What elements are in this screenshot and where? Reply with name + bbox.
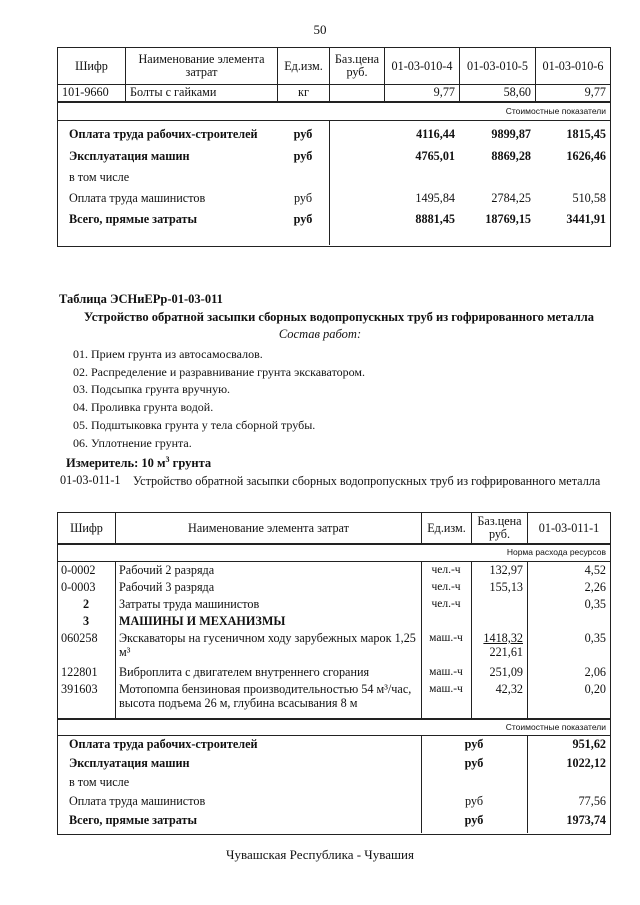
summary-unit: руб: [293, 191, 313, 205]
cell-value: [527, 614, 610, 631]
code-title: Устройство обратной засыпки сборных водопропускных труб из гофрированного металла: [133, 474, 601, 488]
summary-value: [527, 775, 610, 794]
table-id: Таблица ЭСНиЕРр-01-03-011: [59, 292, 223, 306]
summary-row: [57, 188, 610, 209]
summary-label: Всего, прямые затраты: [69, 813, 198, 827]
cell-unit: маш.-ч: [429, 666, 463, 678]
th-unit: Ед.изм.: [422, 513, 472, 544]
summary-label: Оплата труда рабочих-строителей: [69, 127, 258, 141]
page-number: 50: [313, 22, 327, 37]
summary-value: 1973,74: [566, 813, 606, 827]
th-col3: 01-03-010-6: [536, 48, 611, 85]
cell-value: 4,52: [584, 563, 606, 577]
cell-price: [471, 614, 527, 631]
cell-code: 101-9660: [58, 85, 126, 102]
summary-row: [57, 124, 610, 146]
th-code: Шифр: [58, 48, 126, 85]
th-unit: Ед.изм.: [278, 48, 330, 85]
works-list: [73, 346, 365, 452]
table-row: [57, 563, 610, 580]
summary-unit: руб: [464, 737, 484, 751]
cell-name: Затраты труда машинистов: [119, 597, 260, 611]
price-value-2: 221,61: [489, 645, 523, 659]
cell-unit: маш.-ч: [429, 683, 463, 695]
cell-price: 42,32: [495, 682, 523, 696]
summary-unit: руб: [464, 794, 484, 808]
summary-row: [57, 737, 610, 756]
summary-label: Эксплуатация машин: [69, 756, 190, 770]
cell-price: [471, 631, 527, 665]
summary-unit: [421, 775, 527, 794]
price-value: 1418,32: [483, 631, 523, 645]
cell-code: 0-0002: [61, 563, 96, 577]
summary-unit: руб: [464, 756, 484, 770]
section-title: Устройство обратной засыпки сборных водопропускных труб из гофрированного металла: [83, 310, 594, 324]
summary-unit: руб: [293, 127, 313, 141]
cell-unit: чел.-ч: [431, 564, 461, 576]
summary-v3: 3441,91: [566, 212, 606, 226]
cost-caption-2: Стоимостные показатели: [505, 722, 606, 732]
cell-value: 0,35: [584, 631, 606, 645]
summary-value: 77,56: [578, 794, 606, 808]
th-col1: 01-03-011-1: [528, 513, 611, 544]
cell-v3: 9,77: [536, 85, 611, 102]
summary-empty: [329, 124, 384, 146]
works-heading: Состав работ:: [278, 327, 362, 341]
summary-label: Оплата труда машинистов: [69, 191, 206, 205]
summary-v2: 18769,15: [485, 212, 531, 226]
cell-v2: 58,60: [460, 85, 536, 102]
code: 01-03-011-1: [60, 473, 121, 487]
summary-unit: [277, 167, 329, 188]
footer: Чувашская Республика - Чувашия: [226, 847, 414, 862]
summary-v2: [459, 167, 535, 188]
table1-summary: [57, 124, 610, 230]
summary-v2: 2784,25: [491, 191, 531, 205]
table-row: [57, 580, 610, 597]
summary-v3: 510,58: [572, 191, 606, 205]
summary-unit: руб: [293, 212, 313, 226]
cell-name: Рабочий 3 разряда: [119, 580, 215, 594]
th-col1: 01-03-010-4: [385, 48, 460, 85]
cell-price: 132,97: [489, 563, 523, 577]
cell-unit: маш.-ч: [429, 632, 463, 644]
table-row: [57, 597, 610, 614]
list-item: 02. Распределение и разравнивание грунта экскаватором.: [73, 364, 366, 379]
cell-value: 0,35: [584, 597, 606, 611]
summary-row: [57, 813, 610, 832]
summary-row: [57, 756, 610, 775]
table2-summary: [57, 737, 610, 832]
norm-caption: Норма расхода ресурсов: [506, 547, 606, 557]
cell-code: 0-0003: [61, 580, 96, 594]
summary-empty: [329, 167, 384, 188]
summary-value: 951,62: [572, 737, 606, 751]
summary-v2: 9899,87: [491, 127, 531, 141]
table-row: [57, 682, 610, 714]
summary-v1: 1495,84: [415, 191, 455, 205]
cell-price: [471, 597, 527, 614]
th-price: Баз.цена руб.: [330, 48, 385, 85]
cell-unit: чел.-ч: [431, 581, 461, 593]
summary-v2: 8869,28: [491, 149, 531, 163]
summary-label: Оплата труда машинистов: [69, 794, 206, 808]
summary-v3: [535, 167, 610, 188]
table-row: [57, 665, 610, 682]
summary-row: [57, 167, 610, 188]
cell-value: 2,26: [584, 580, 606, 594]
cell-code: 060258: [61, 631, 98, 645]
cell-v1: 9,77: [385, 85, 460, 102]
table-row: [57, 631, 610, 665]
cell-code: 3: [82, 614, 90, 628]
table-row: [58, 85, 611, 102]
summary-row: [57, 209, 610, 230]
cell-unit: [421, 614, 471, 631]
list-item: 03. Подсыпка грунта вручную.: [73, 382, 231, 397]
cell-name: Болты с гайками: [126, 85, 278, 102]
cell-name: Рабочий 2 разряда: [119, 563, 215, 577]
summary-row: [57, 146, 610, 167]
summary-label: в том числе: [69, 775, 130, 789]
summary-empty: [329, 146, 384, 167]
summary-v1: 4765,01: [415, 149, 455, 163]
cell-value: 0,20: [584, 682, 606, 696]
summary-value: 1022,12: [566, 756, 606, 770]
summary-empty: [329, 209, 384, 230]
summary-row: [57, 775, 610, 794]
summary-label: в том числе: [69, 170, 130, 184]
summary-v3: 1815,45: [566, 127, 606, 141]
cell-code: 122801: [61, 665, 98, 679]
cell-price: 155,13: [489, 580, 523, 594]
list-item: 05. Подштыковка грунта у тела сборной трубы.: [73, 417, 316, 432]
th-name: Наименование элемента затрат: [116, 513, 422, 544]
cell-unit: чел.-ч: [431, 598, 461, 610]
cell-value: 2,06: [584, 665, 606, 679]
list-item: 04. Проливка грунта водой.: [73, 400, 214, 415]
cell-price: 251,09: [489, 665, 523, 679]
table2-body: [57, 563, 610, 714]
summary-label: Оплата труда рабочих-строителей: [69, 737, 258, 751]
th-col2: 01-03-010-5: [460, 48, 536, 85]
table1-header: [57, 47, 611, 102]
table2-header: [57, 512, 611, 544]
th-code: Шифр: [58, 513, 116, 544]
cell-name: Мотопомпа бензиновая производительностью 54 м³/час, высота подъема 26 м, глубина всасывания 8 м: [119, 682, 412, 710]
cell-name: Экскаваторы на гусеничном ходу зарубежных марок 1,25 м³: [119, 631, 416, 659]
cell-code: 2: [82, 597, 90, 611]
summary-label: Всего, прямые затраты: [69, 212, 198, 226]
th-name: Наименование элемента затрат: [126, 48, 278, 85]
summary-label: Эксплуатация машин: [69, 149, 190, 163]
cell-name: Виброплита с двигателем внутреннего сгорания: [119, 665, 370, 679]
list-item: 06. Уплотнение грунта.: [73, 435, 192, 450]
cell-name: МАШИНЫ И МЕХАНИЗМЫ: [119, 614, 286, 628]
summary-row: [57, 794, 610, 813]
measure: Измеритель: 10 $м^3$ грунта: [66, 455, 212, 471]
summary-v1: 4116,44: [416, 127, 455, 141]
cell-code: 391603: [61, 682, 98, 696]
summary-v1: [384, 167, 459, 188]
list-item: 01. Прием грунта из автосамосвалов.: [73, 347, 263, 361]
summary-empty: [329, 188, 384, 209]
cost-caption: Стоимостные показатели: [505, 106, 606, 116]
summary-unit: руб: [293, 149, 313, 163]
summary-unit: руб: [464, 813, 484, 827]
cell-price: [330, 85, 385, 102]
cell-unit: кг: [278, 85, 330, 102]
summary-v1: 8881,45: [415, 212, 455, 226]
th-price: Баз.цена руб.: [472, 513, 528, 544]
table-row: [57, 614, 610, 631]
summary-v3: 1626,46: [566, 149, 606, 163]
